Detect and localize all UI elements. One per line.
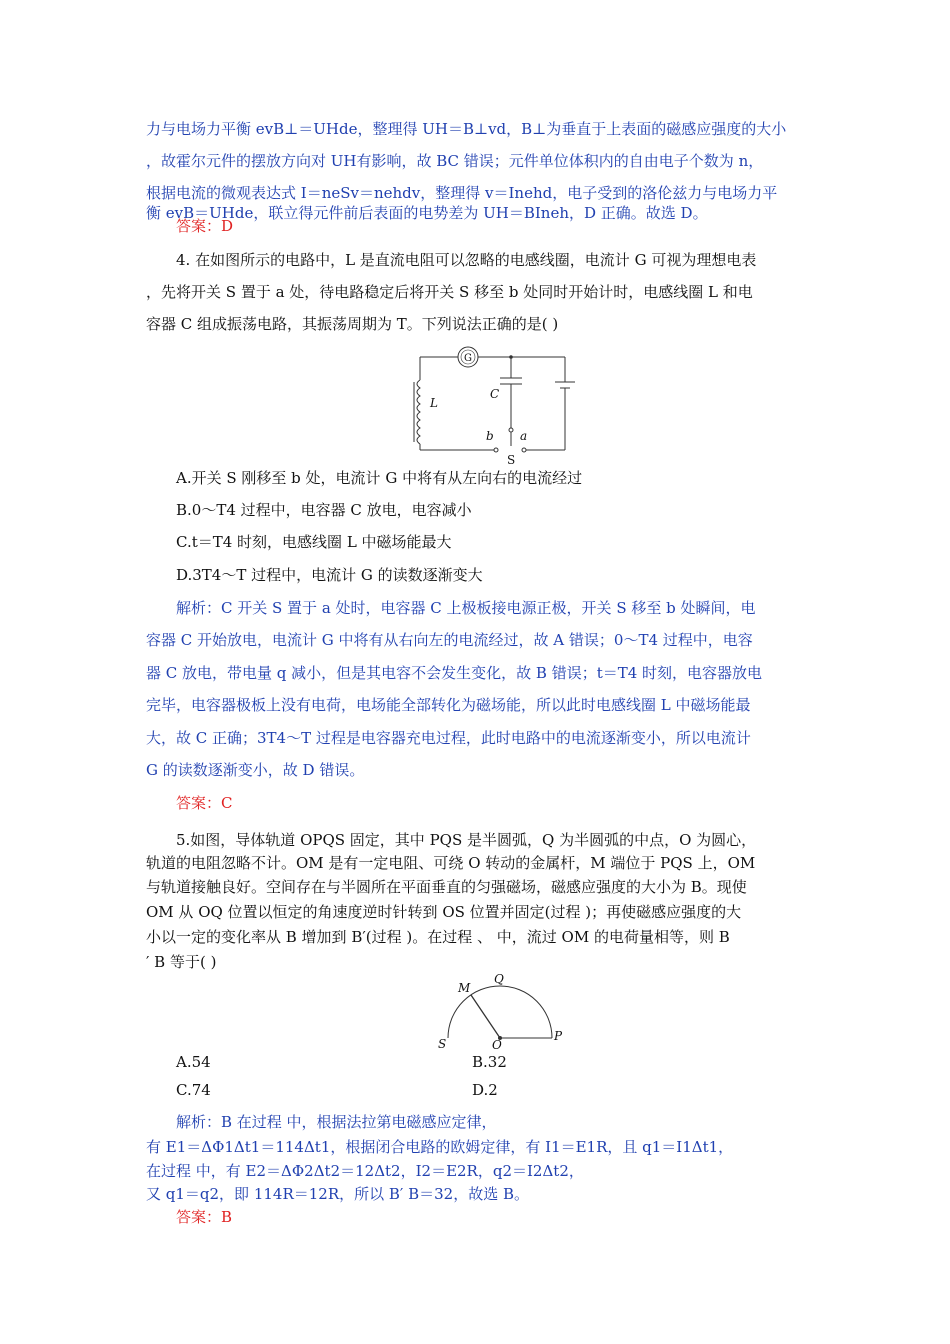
q5-stem-line-1: 5.如图，导体轨道 OPQS 固定，其中 PQS 是半圆弧，Q 为半圆弧的中点，O 为圆心， [176, 831, 757, 849]
q5-analysis-line-4: 又 q1＝q2，即 114R＝12R，所以 B′ B＝32，故选 B。 [146, 1185, 529, 1203]
point-o-label: O [492, 1038, 502, 1052]
q4-analysis-line-4: 完毕，电容器极板上没有电荷，电场能全部转化为磁场能，所以此时电感线圈 L 中磁场能最 [146, 696, 751, 714]
point-p-label: P [554, 1029, 563, 1043]
q4-stem-line-3: 容器 C 组成振荡电路，其振荡周期为 T。下列说法正确的是( ) [146, 315, 559, 333]
q4-analysis-line-5: 大，故 C 正确；3T4～T 过程是电容器充电过程，此时电路中的电流逐渐变小，所以电流计 [146, 729, 751, 747]
q5-stem-line-4: OM 从 OQ 位置以恒定的角速度逆时针转到 OS 位置并固定(过程 )；再使磁感应强度的大 [146, 903, 742, 921]
terminal-b-label: b [486, 429, 494, 443]
q3-analysis-line-2: ，故霍尔元件的摆放方向对 UH有影响，故 BC 错误；元件单位体积内的自由电子个数为 n， [146, 152, 764, 170]
point-m-label: M [458, 981, 471, 995]
q4-option-c: C.t＝T4 时刻，电感线圈 L 中磁场能最大 [176, 533, 452, 551]
q5-option-c: C.74 [176, 1081, 211, 1099]
switch-label: S [507, 453, 516, 467]
q5-option-b: B.32 [472, 1053, 507, 1071]
q3-analysis-line-3: 根据电流的微观表达式 I＝neSv＝nehdv，整理得 v＝Inehd，电子受到的洛伦兹力与电场力平 [146, 184, 778, 202]
q4-option-a: A.开关 S 刚移至 b 处，电流计 G 中将有从左向右的电流经过 [176, 469, 583, 487]
q4-stem-line-1: 4. 在如图所示的电路中，L 是直流电阻可以忽略的电感线圈，电流计 G 可视为理想电表 [176, 251, 757, 269]
q4-option-d: D.3T4～T 过程中，电流计 G 的读数逐渐变大 [176, 566, 483, 584]
q3-analysis-line-4: 衡 evB＝UHde，联立得元件前后表面的电势差为 UH＝BIneh，D 正确。故选 D。 [146, 204, 708, 222]
q5-option-a: A.54 [176, 1053, 211, 1071]
q5-semicircle-diagram [430, 972, 563, 1052]
q4-circuit-diagram [400, 342, 580, 466]
inductor-label: L [430, 396, 438, 410]
q5-analysis-line-2: 有 E1＝ΔΦ1Δt1＝114Δt1，根据闭合电路的欧姆定律，有 I1＝E1R，且 q1＝I1Δt1， [146, 1138, 734, 1156]
q4-option-b: B.0～T4 过程中，电容器 C 放电，电容减小 [176, 501, 472, 519]
q5-stem-line-3: 与轨道接触良好。空间存在与半圆所在平面垂直的匀强磁场，磁感应强度的大小为 B。现使 [146, 878, 747, 896]
terminal-a-label: a [520, 429, 528, 443]
q4-analysis-line-2: 容器 C 开始放电，电流计 G 中将有从右向左的电流经过，故 A 错误；0～T4 过程中，电容 [146, 631, 753, 649]
point-s-label: S [438, 1037, 447, 1051]
q5-analysis-line-1: 解析：B 在过程 中，根据法拉第电磁感应定律， [176, 1113, 497, 1131]
point-q-label: Q [494, 972, 504, 986]
q4-analysis-line-6: G 的读数逐渐变小，故 D 错误。 [146, 761, 365, 779]
capacitor-label: C [490, 387, 500, 401]
q3-analysis-line-1: 力与电场力平衡 evB⊥＝UHde，整理得 UH＝B⊥vd，B⊥为垂直于上表面的磁感应强度的大小 [146, 120, 787, 138]
q5-analysis-line-3: 在过程 中，有 E2＝ΔΦ2Δt2＝12Δt2，I2＝E2R，q2＝I2Δt2， [146, 1162, 584, 1180]
q5-stem-line-6: ′ B 等于( ) [146, 953, 217, 971]
q4-answer: 答案：C [176, 794, 233, 812]
q4-analysis-line-1: 解析：C 开关 S 置于 a 处时，电容器 C 上极板接电源正极，开关 S 移至 b 处瞬间，电 [176, 599, 756, 617]
q5-stem-line-5: 小以一定的变化率从 B 增加到 B′(过程 )。在过程 、 中，流过 OM 的电荷量相等，则 B [146, 928, 730, 946]
q5-answer: 答案：B [176, 1208, 233, 1226]
q3-answer: 答案：D [176, 217, 234, 235]
q4-stem-line-2: ，先将开关 S 置于 a 处，待电路稳定后将开关 S 移至 b 处同时开始计时，电感线圈 L 和电 [146, 283, 753, 301]
q5-stem-line-2: 轨道的电阻忽略不计。OM 是有一定电阻、可绕 O 转动的金属杆，M 端位于 PQS 上，OM [146, 854, 756, 872]
q4-analysis-line-3: 器 C 放电，带电量 q 减小，但是其电容不会发生变化，故 B 错误；t＝T4 时刻，电容器放电 [146, 664, 763, 682]
q5-option-d: D.2 [472, 1081, 498, 1099]
galvanometer-label: G [464, 353, 472, 364]
